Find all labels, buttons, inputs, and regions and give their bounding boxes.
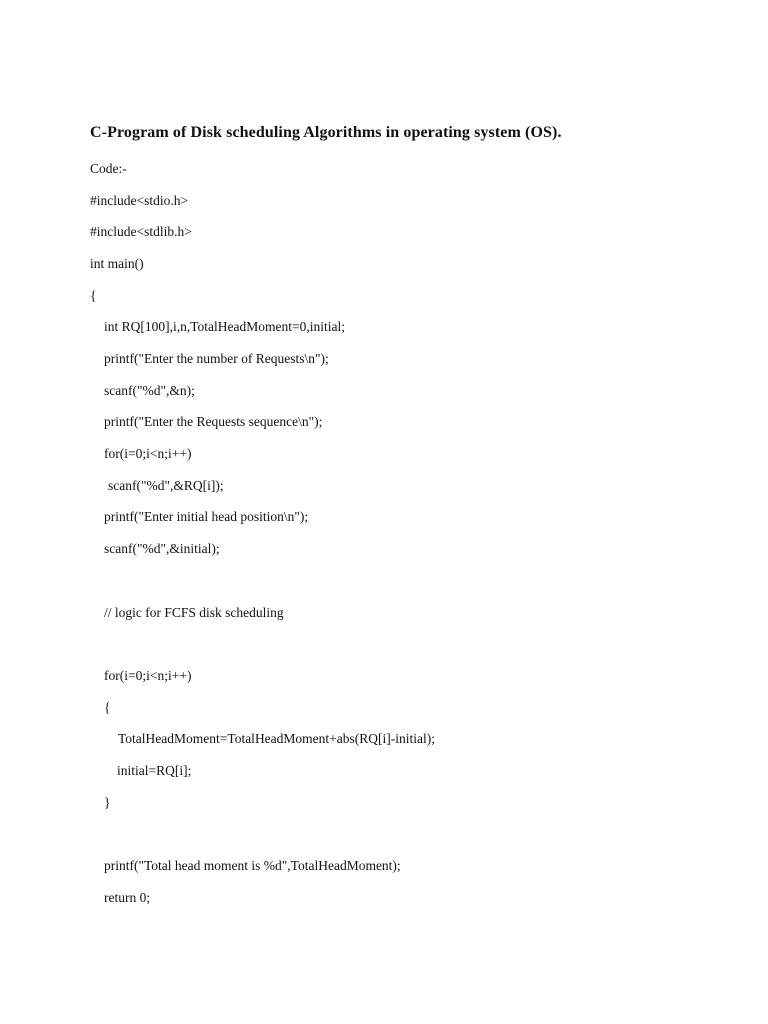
code-line: for(i=0;i<n;i++) [104,446,192,461]
code-line: { [104,700,111,715]
code-line: printf("Enter initial head position\n"); [104,509,309,524]
code-line: printf("Enter the number of Requests\n"); [104,351,329,366]
code-label: Code:- [90,161,127,176]
code-line: for(i=0;i<n;i++) [104,668,192,683]
code-line: #include<stdlib.h> [90,224,192,239]
document-title: C-Program of Disk scheduling Algorithms in operating system (OS). [90,124,562,141]
code-line: } [104,795,111,810]
code-line: #include<stdio.h> [90,193,189,208]
code-line: initial=RQ[i]; [117,763,192,778]
code-line: TotalHeadMoment=TotalHeadMoment+abs(RQ[i]-initial); [118,731,436,746]
code-line: scanf("%d",&initial); [104,541,220,556]
code-line: printf("Enter the Requests sequence\n"); [104,414,323,429]
code-line: { [90,288,97,303]
code-line: printf("Total head moment is %d",TotalHeadMoment); [104,858,401,873]
code-line: scanf("%d",&n); [104,383,195,398]
code-comment: // logic for FCFS disk scheduling [104,605,284,620]
code-line: return 0; [104,890,151,905]
code-line: int main() [90,256,144,271]
code-line: int RQ[100],i,n,TotalHeadMoment=0,initial; [104,319,346,334]
code-line: scanf("%d",&RQ[i]); [108,478,224,493]
